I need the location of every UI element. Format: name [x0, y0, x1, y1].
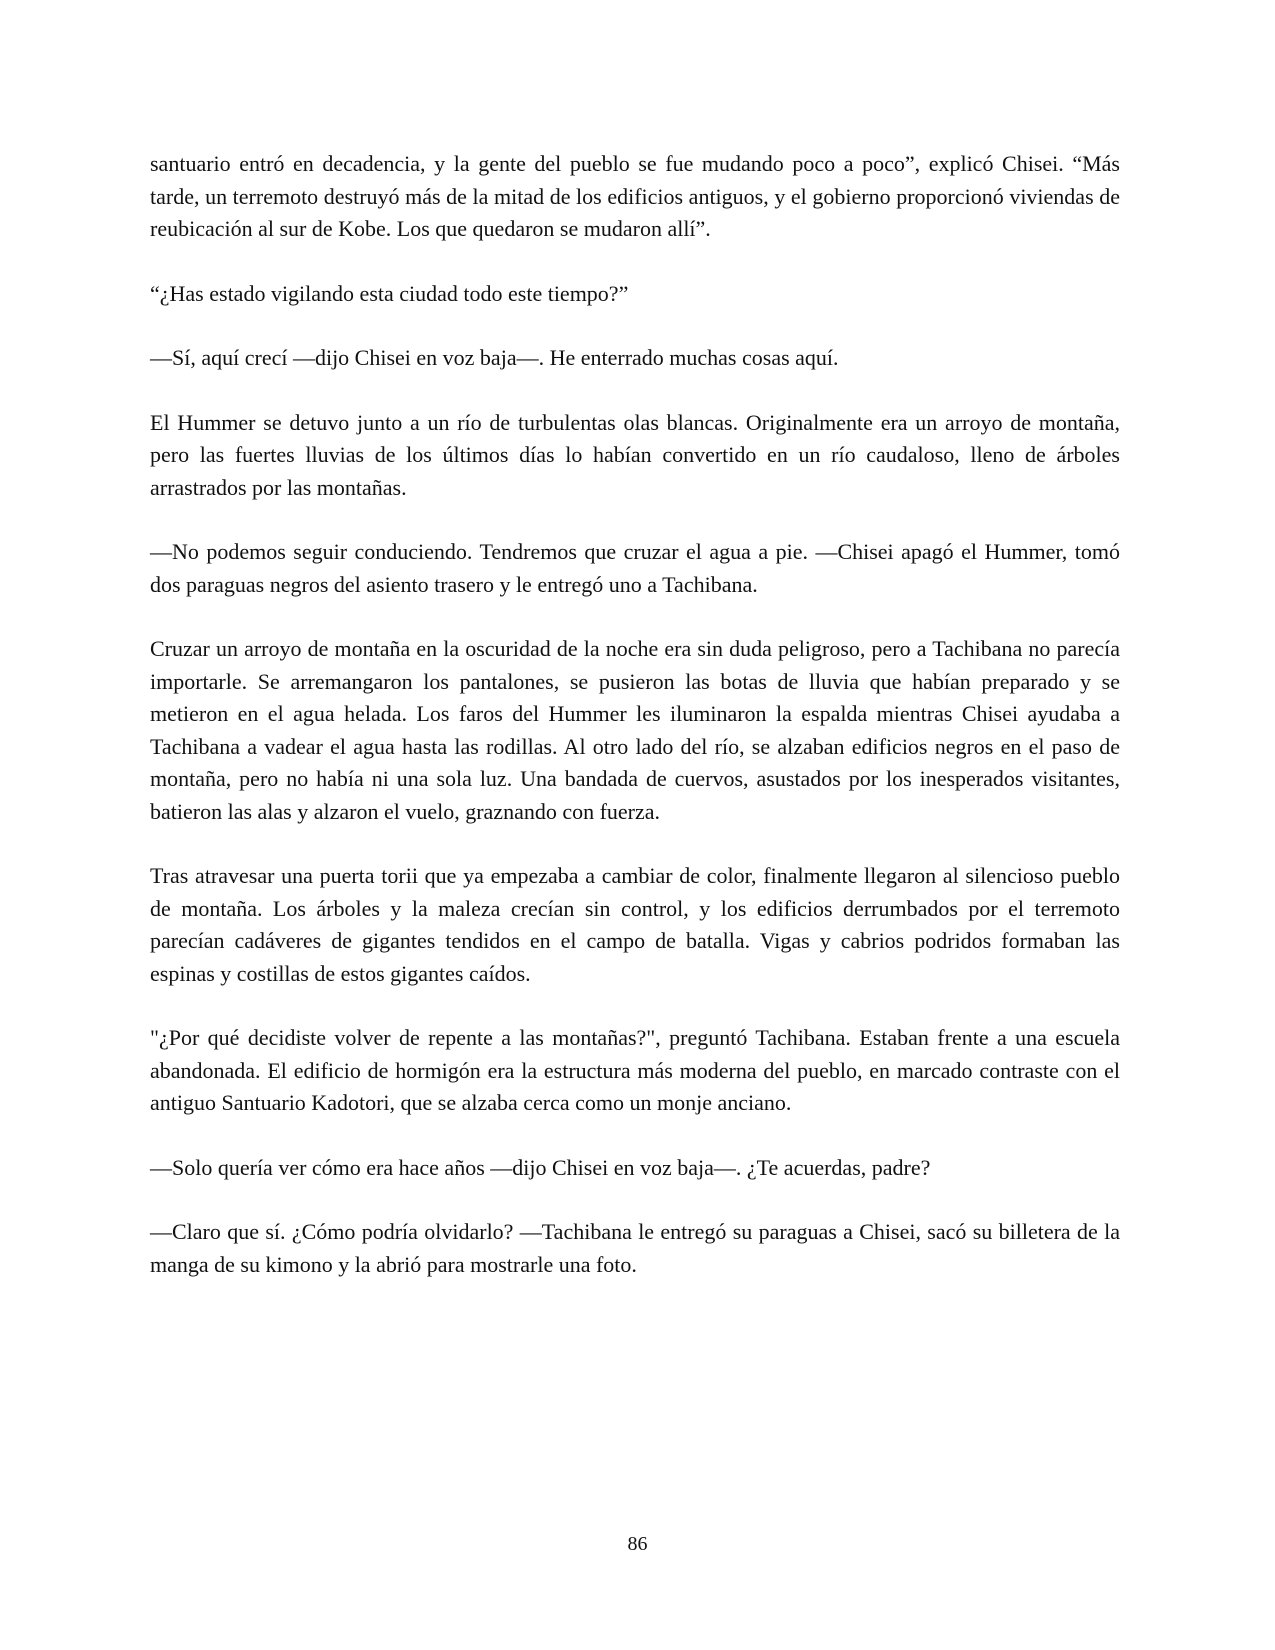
paragraph-2: “¿Has estado vigilando esta ciudad todo este tiempo?”: [150, 280, 629, 306]
paragraph-7: Tras atravesar una puerta torii que ya empezaba a cambiar de color, finalmente llegaron al silencioso pueblo de montaña. Los árboles y la maleza crecían sin control, y los edificios derrumbados por el terremoto parecían cadáveres de gigantes tendidos en el campo de batalla. Vigas y cabrios podridos formaban las espinas y costillas de estos gigantes caídos.: [150, 863, 1120, 986]
paragraph-4: El Hummer se detuvo junto a un río de turbulentas olas blancas. Originalmente era un arroyo de montaña, pero las fuertes lluvias de los últimos días lo habían convertido en un río caudaloso, lleno de árboles arrastrados por las montañas.: [150, 409, 1120, 500]
paragraph-1: santuario entró en decadencia, y la gente del pueblo se fue mudando poco a poco”, explicó Chisei. “Más tarde, un terremoto destruyó más de la mitad de los edificios antiguos, y el gobierno proporcionó viviendas de reubicación al sur de Kobe. Los que quedaron se mudaron allí”.: [150, 151, 1120, 241]
paragraph-8: "¿Por qué decidiste volver de repente a las montañas?", preguntó Tachibana. Estaban frente a una escuela abandonada. El edificio de hormigón era la estructura más moderna del pueblo, en marcado contraste con el antiguo Santuario Kadotori, que se alzaba cerca como un monje anciano.: [150, 1025, 1120, 1115]
paragraph-6: Cruzar un arroyo de montaña en la oscuridad de la noche era sin duda peligroso, pero a Tachibana no parecía importarle. Se arremangaron los pantalones, se pusieron las botas de lluvia que habían preparado y se metieron en el agua helada. Los faros del Hummer les iluminaron la espalda mientras Chisei ayudaba a Tachibana a vadear el agua hasta las rodillas. Al otro lado del río, se alzaban edificios negros en el paso de montaña, pero no había ni una sola luz. Una bandada de cuervos, asustados por los inesperados visitantes, batieron las alas y alzaron el vuelo, graznando con fuerza.: [150, 636, 1120, 824]
paragraph-3: —Sí, aquí crecí —dijo Chisei en voz baja—. He enterrado muchas cosas aquí.: [150, 345, 839, 370]
page-number: 86: [627, 1533, 648, 1555]
paragraph-9: —Solo quería ver cómo era hace años —dijo Chisei en voz baja—. ¿Te acuerdas, padre?: [150, 1154, 931, 1180]
body-text: [150, 148, 1120, 1313]
paragraph-5: —No podemos seguir conduciendo. Tendremos que cruzar el agua a pie. —Chisei apagó el Hummer, tomó dos paraguas negros del asiento trasero y le entregó uno a Tachibana.: [150, 539, 1120, 597]
paragraph-10: —Claro que sí. ¿Cómo podría olvidarlo? —Tachibana le entregó su paraguas a Chisei, sacó su billetera de la manga de su kimono y la abrió para mostrarle una foto.: [150, 1219, 1120, 1277]
